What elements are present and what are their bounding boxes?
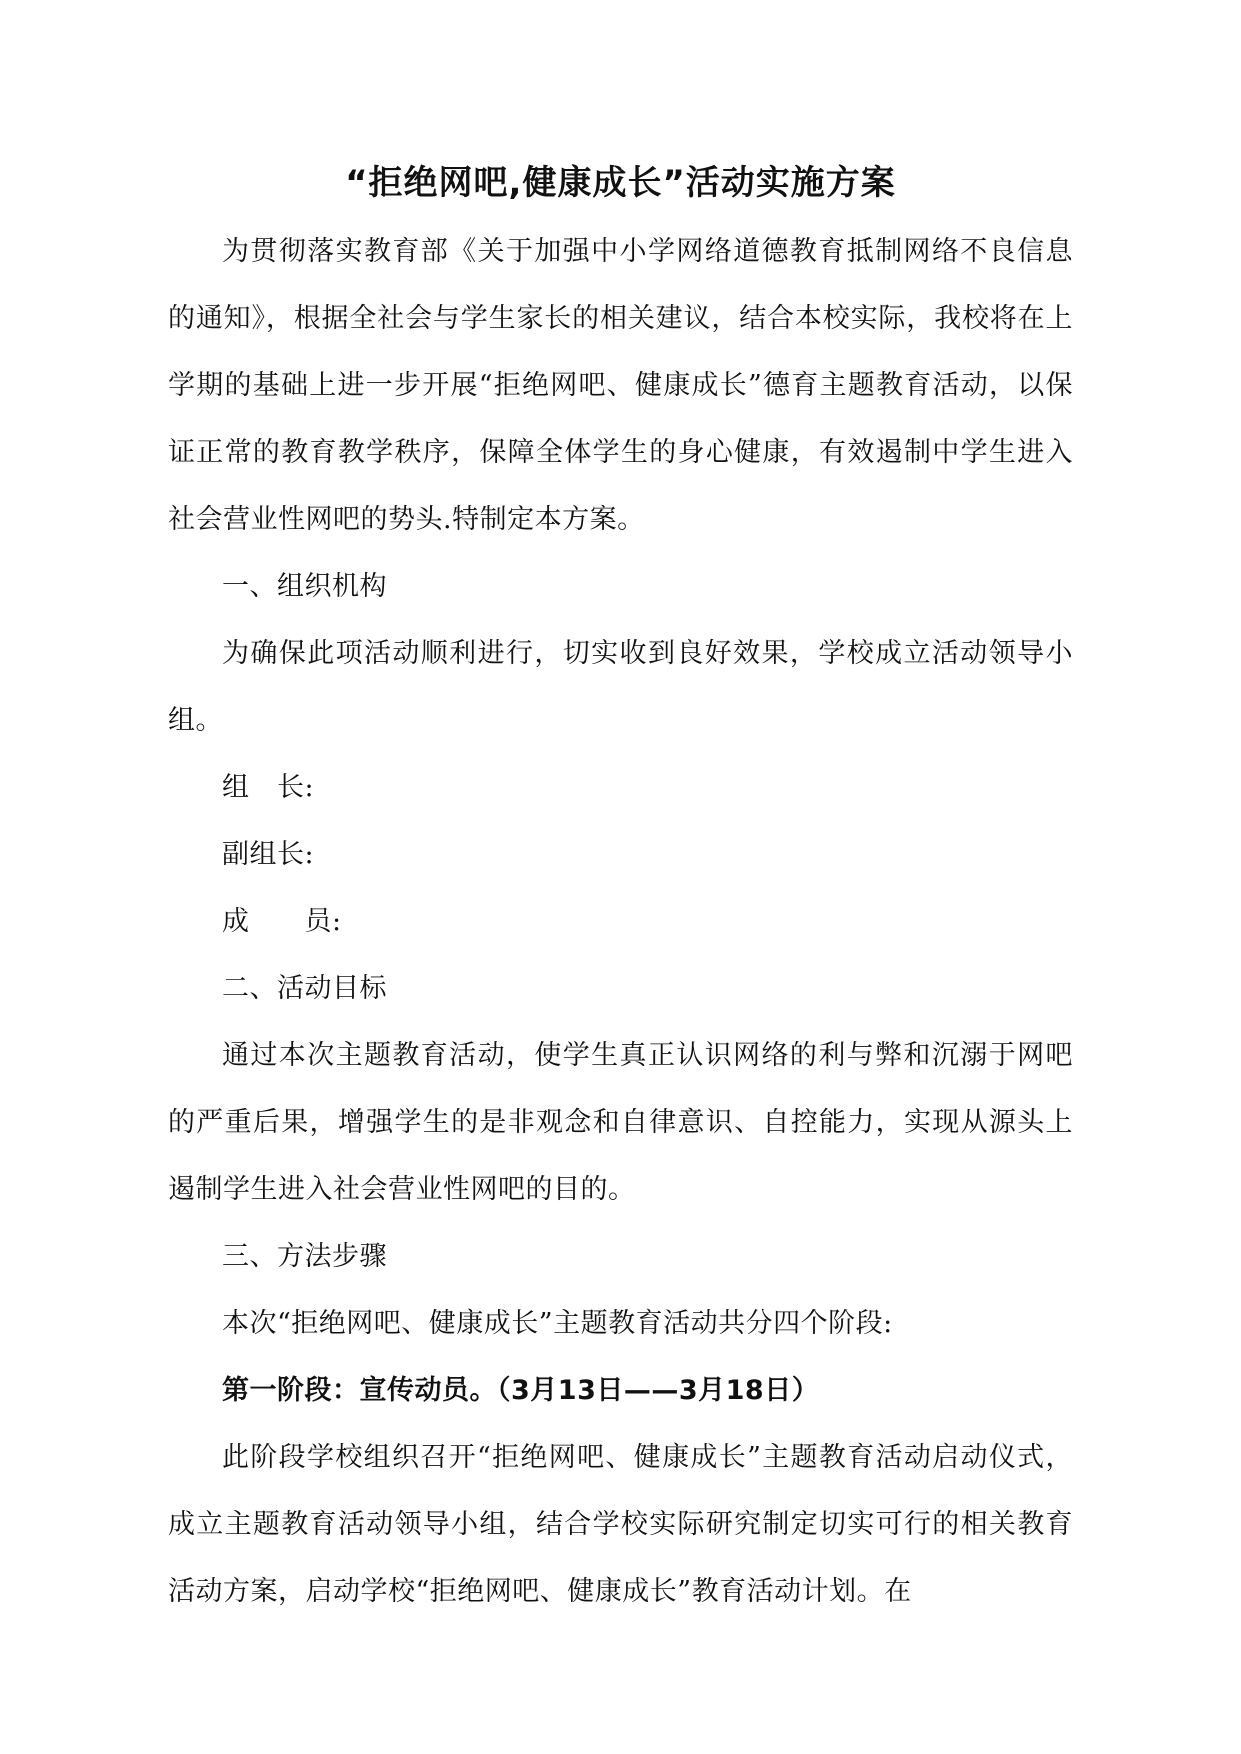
deputy-leader-line: 副组长: [222, 839, 315, 870]
section-heading-organization: 一、组织机构 [222, 571, 387, 602]
members-line: 成 员: [222, 906, 342, 937]
intro-paragraph: 为贯彻落实教育部《关于加强中小学网络道德教育抵制网络不良信息的通知》，根据全社会与学生家长的相关建议，结合本校实际，我校将在上学期的基础上进一步开展“拒绝网吧、健康成长”德育主题教育活动，以保证正常的教育教学秩序，保障全体学生的身心健康，有效遏制中学生进入社会营业性网吧的势头.特制定本方案。 [168, 236, 1073, 535]
steps-intro-paragraph: 本次“拒绝网吧、健康成长”主题教育活动共分四个阶段: [222, 1308, 893, 1339]
document-body [168, 218, 1073, 1625]
goals-paragraph: 通过本次主题教育活动，使学生真正认识网络的利与弊和沉溺于网吧的严重后果，增强学生的是非观念和自律意识、自控能力，实现从源头上遏制学生进入社会营业性网吧的目的。 [168, 1040, 1073, 1205]
section-heading-goals: 二、活动目标 [222, 973, 387, 1004]
stage-one-heading: 第一阶段：宣传动员。（3月13日——3月18日） [222, 1375, 820, 1406]
document-title: “拒绝网吧,健康成长”活动实施方案 [345, 163, 896, 203]
organization-paragraph: 为确保此项活动顺利进行，切实收到良好效果，学校成立活动领导小组。 [168, 638, 1073, 736]
section-heading-steps: 三、方法步骤 [222, 1241, 387, 1272]
leader-line: 组 长: [222, 772, 315, 803]
stage-one-paragraph: 此阶段学校组织召开“拒绝网吧、健康成长”主题教育活动启动仪式，成立主题教育活动领导小组，结合学校实际研究制定切实可行的相关教育活动方案，启动学校“拒绝网吧、健康成长”教育活动计划。在 [168, 1442, 1073, 1607]
